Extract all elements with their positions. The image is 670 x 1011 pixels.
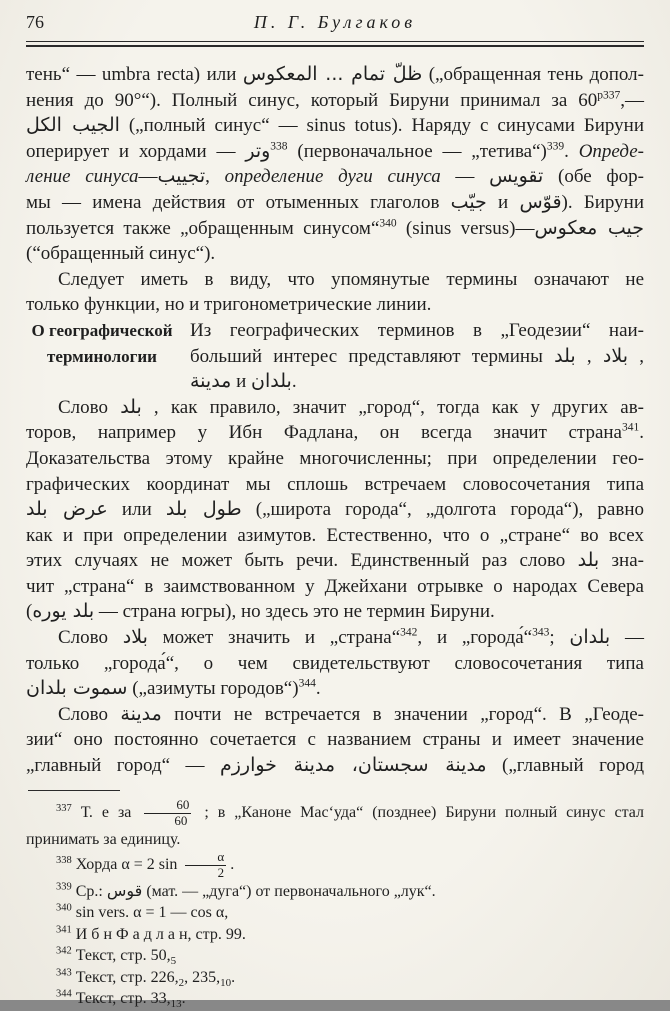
- text-run: и: [486, 191, 520, 213]
- footnote-ref: 342: [56, 946, 72, 958]
- text-run: И б н Ф а д л а н, стр. 99.: [71, 925, 246, 943]
- text-run: Следует иметь в виду, что упомянутые термины означают не: [58, 268, 644, 290]
- text-line: [26, 420, 644, 446]
- text-run: (sinus versus)—: [396, 217, 535, 239]
- text-run: этих случаях не может быть речи. Единственный раз слово: [26, 550, 578, 572]
- footnote-ref: 339: [56, 881, 72, 893]
- text-line: [26, 548, 644, 574]
- text-run: Текст, стр. 226,: [71, 968, 179, 986]
- italic-term: Опреде-: [578, 140, 644, 162]
- text-run: (мат. — „дуга“) от первоначального „лук“.: [142, 882, 436, 900]
- text-run: ;: [549, 627, 570, 649]
- text-run: ,: [628, 345, 645, 367]
- text-run: ,: [205, 166, 225, 188]
- text-line: [26, 727, 644, 753]
- text-line: [26, 216, 644, 242]
- text-run: почти не встречается в значении „город“. В „Геоде-: [161, 703, 645, 725]
- text-run: (“обращенный синус“).: [26, 243, 216, 265]
- footnote-ref: 341: [622, 421, 640, 434]
- geo-terminology-text: [178, 318, 644, 395]
- text-run: Текст, стр. 50,: [71, 947, 171, 965]
- text-line: [26, 139, 644, 165]
- text-run: как и при определении азимутов. Естественно, что о „стране“ во всех: [26, 524, 644, 546]
- footnote-ref: 340: [56, 903, 72, 915]
- margin-heading-line: терминологии: [47, 346, 157, 366]
- fraction: [185, 850, 226, 881]
- arabic-term: قوس: [106, 880, 143, 900]
- fraction-denominator: 60: [174, 812, 188, 828]
- text-line: [26, 753, 644, 779]
- footnote-ref: 339: [546, 140, 565, 153]
- text-run: „главный город“ —: [26, 755, 220, 777]
- fraction: [144, 798, 191, 829]
- text-run: („обращенная тень допол-: [422, 64, 644, 85]
- footnote-ref: 338: [56, 854, 72, 866]
- running-title: П. Г. Булгаков: [253, 12, 417, 32]
- text-line: [26, 446, 644, 472]
- paragraph: [26, 395, 644, 625]
- text-line: [26, 62, 644, 88]
- footnote: [26, 967, 644, 989]
- footnote-ref: 337: [56, 802, 72, 814]
- arabic-term: عرض بلد: [26, 498, 108, 521]
- text-line: [26, 702, 644, 728]
- footnote-ref: 343: [532, 626, 550, 639]
- line-ref: 2: [178, 977, 185, 990]
- text-line: [190, 369, 644, 395]
- arabic-term: الجيب الكل: [26, 114, 120, 137]
- footnote-ref: р337: [597, 89, 621, 102]
- text-run: ). Бируни: [561, 191, 644, 213]
- text-run: („полный синус“ — sinus totus). Наряду с синусами Бируни: [119, 115, 644, 137]
- text-run: ; в „Каноне Мас‘уда“ (позднее) Бируни полный синус стал: [195, 803, 645, 821]
- text-line: [26, 924, 644, 946]
- italic-term: определение дуги синуса: [224, 166, 441, 188]
- text-run: .: [230, 856, 235, 874]
- text-line: [26, 267, 644, 293]
- text-line: [26, 395, 644, 421]
- text-run: больший интерес представляют термины: [190, 345, 555, 367]
- footnote-ref: 338: [270, 140, 288, 153]
- text-line: [26, 798, 644, 829]
- text-run: пользуется также „обращенным синусом“: [26, 217, 380, 239]
- text-run: Текст, стр. 33,: [71, 990, 171, 1008]
- text-line: [26, 574, 644, 600]
- text-run: может значить и „страна“: [147, 627, 401, 649]
- text-run: Ср.:: [71, 882, 107, 900]
- fraction-numerator: 60: [144, 798, 191, 814]
- line-ref: 13: [170, 998, 182, 1011]
- body-content: [26, 62, 644, 779]
- line-ref: 5: [170, 955, 177, 968]
- text-line: [26, 967, 644, 989]
- text-run: („азимуты городов“): [127, 678, 299, 700]
- footnote-ref: 343: [56, 967, 72, 979]
- text-line: [190, 318, 644, 344]
- arabic-term: بلاد: [602, 344, 629, 367]
- arabic-term: قوّس: [519, 190, 562, 213]
- text-line: [26, 292, 644, 318]
- text-run: только функции, но и тригонометрические линии.: [26, 294, 432, 316]
- arabic-term: بلاد: [122, 626, 148, 649]
- text-line: [190, 344, 644, 370]
- geo-terminology-section: [26, 318, 644, 395]
- arabic-term: بلدان: [251, 370, 292, 393]
- text-line: [26, 190, 644, 216]
- arabic-term: مدينة سجستان، مدينة خوارزم: [219, 754, 487, 777]
- text-run: Хорда α = 2 sin: [71, 856, 182, 874]
- arabic-term: بلد يوره: [32, 600, 95, 623]
- text-line: [26, 497, 644, 523]
- text-run: (: [26, 601, 33, 623]
- text-run: Слово: [58, 396, 121, 418]
- text-line: [26, 945, 644, 967]
- text-run: торов, например у Ибн Фадлана, он всегда значит страна: [26, 422, 622, 444]
- arabic-term: ظلّ تمام ... المعكوس: [242, 63, 423, 85]
- page-number: 76: [26, 12, 44, 32]
- footnote: [26, 902, 644, 924]
- text-run: —: [440, 166, 490, 188]
- line-ref: 10: [220, 977, 232, 990]
- text-run: Слово: [58, 627, 123, 649]
- text-line: [26, 902, 644, 924]
- text-run: — страна югры), но здесь это не термин Бируни.: [94, 601, 495, 623]
- text-run: нения до 90°“). Полный синус, который Бируни принимал за 60: [26, 89, 598, 111]
- text-run: —: [138, 166, 158, 188]
- text-line: [26, 88, 644, 114]
- text-run: Из географических терминов в „Геодезии“ наи-: [190, 319, 644, 341]
- text-run: .: [564, 140, 579, 162]
- header-rule: [26, 41, 644, 47]
- text-line: [26, 113, 644, 139]
- footnote-ref: 344: [298, 677, 316, 690]
- arabic-term: تجييب: [157, 165, 206, 188]
- text-run: принимать за единицу.: [26, 830, 181, 848]
- arabic-term: جيّب: [450, 190, 487, 213]
- text-run: —: [610, 627, 644, 649]
- text-run: (обе фор-: [543, 166, 644, 188]
- fraction-numerator: α: [185, 850, 226, 866]
- text-line: [26, 881, 644, 903]
- text-line: [26, 241, 644, 267]
- text-run: или: [107, 499, 166, 521]
- text-run: Доказательства этому крайне многочисленны; при определении гео-: [26, 447, 644, 469]
- text-run: мы — имена действия от отыменных глаголов: [26, 191, 451, 213]
- text-run: .: [315, 678, 321, 700]
- footnote: [26, 945, 644, 967]
- text-line: [26, 164, 644, 190]
- footnote-ref: 342: [400, 626, 418, 639]
- footnote: [26, 924, 644, 946]
- text-run: .: [639, 422, 644, 444]
- arabic-term: مدينة: [190, 370, 232, 393]
- footnote: [26, 988, 644, 1010]
- footnotes: [26, 798, 644, 1010]
- arabic-term: مدينة: [120, 702, 162, 725]
- arabic-term: بلد: [554, 344, 576, 367]
- text-line: [26, 625, 644, 651]
- footnote-ref: 344: [56, 989, 72, 1001]
- margin-heading: [26, 318, 178, 395]
- text-run: зна-: [599, 550, 644, 572]
- arabic-term: وتر: [245, 139, 271, 162]
- footnote-ref: 340: [379, 217, 397, 230]
- footnote: [26, 798, 644, 850]
- paragraph: [26, 267, 644, 318]
- page-header: [26, 12, 644, 36]
- arabic-term: تقويس: [489, 165, 544, 188]
- text-run: („главный город: [486, 755, 645, 777]
- arabic-term: بلد: [577, 549, 600, 572]
- footnote-ref: 341: [56, 924, 72, 936]
- text-run: Т. е за: [71, 803, 141, 821]
- text-run: ,—: [620, 89, 644, 111]
- arabic-term: سموت بلدان: [26, 677, 128, 700]
- text-line: [26, 676, 644, 702]
- text-line: [26, 850, 644, 881]
- text-run: .: [181, 990, 186, 1008]
- text-run: .: [231, 968, 236, 986]
- footnote: [26, 850, 644, 881]
- text-run: ,: [575, 345, 603, 367]
- text-run: , 235,: [184, 968, 221, 986]
- text-run: графических координат мы сплошь встречаем словосочетания типа: [26, 473, 644, 495]
- text-run: sin vers. α = 1 — cos α,: [71, 904, 229, 922]
- text-run: , и „города́“: [417, 627, 533, 649]
- text-run: („широта города“, „долгота города“), равно: [241, 499, 644, 521]
- text-line: [26, 829, 644, 851]
- footnote-separator: [28, 790, 120, 791]
- text-run: тень“ — umbra recta) или: [26, 64, 243, 85]
- arabic-term: بلدان: [569, 626, 611, 649]
- text-run: только „города́“, о чем свидетельствуют словосочетания типа: [26, 652, 644, 674]
- arabic-term: طول بلد: [165, 498, 242, 521]
- text-line: [26, 988, 644, 1010]
- arabic-term: بلد: [120, 395, 142, 418]
- text-run: зии“ оно постоянно сочетается с названием страны и имеет значение: [26, 729, 644, 751]
- paragraph: [26, 702, 644, 779]
- text-line: [26, 472, 644, 498]
- arabic-term: جيب معكوس: [534, 216, 644, 239]
- text-run: оперирует и хордами —: [26, 140, 246, 162]
- text-run: .: [291, 371, 297, 393]
- paragraph: [26, 62, 644, 267]
- footnote: [26, 881, 644, 903]
- text-run: чит „страна“ в заимствованном у Джейхани отрывке о народах Севера: [26, 575, 644, 597]
- margin-heading-line: О географической: [31, 320, 173, 340]
- text-run: , как правило, значит „город“, тогда как у других ав-: [141, 396, 644, 418]
- text-run: (первоначальное — „тетива“): [287, 140, 547, 162]
- italic-term: ление синуса: [26, 166, 139, 188]
- text-run: и: [231, 371, 252, 393]
- fraction-denominator: 2: [217, 864, 225, 880]
- paragraph: [26, 625, 644, 702]
- text-line: [26, 651, 644, 677]
- text-line: [26, 599, 644, 625]
- text-run: Слово: [58, 703, 121, 725]
- text-line: [26, 523, 644, 549]
